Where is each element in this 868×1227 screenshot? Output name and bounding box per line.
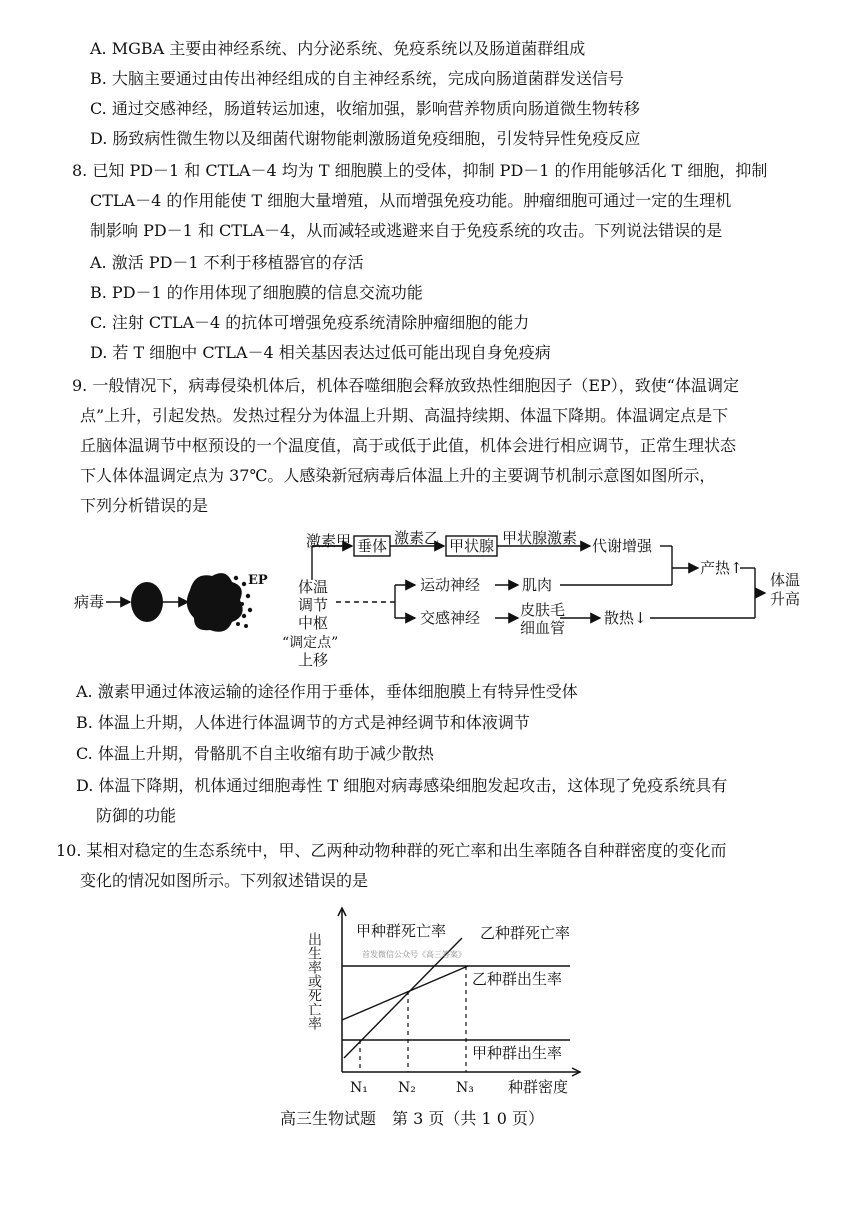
- center-label-3: 中枢: [298, 614, 329, 632]
- q9-option-c: C. 体温上升期，骨骼肌不自主收缩有助于减少散热: [76, 744, 434, 763]
- temp-rise-label-1: 体温: [770, 571, 801, 589]
- temp-rise-label-2: 升高: [770, 590, 801, 608]
- virus-label: 病毒: [74, 593, 105, 611]
- metabolism-label: 代谢增强: [592, 537, 653, 555]
- ep-label: EP: [248, 573, 268, 588]
- watermark: 首发微信公众号《高三答案》: [362, 950, 466, 959]
- page-footer: 高三生物试题 第 3 页（共 1 0 页）: [280, 1109, 544, 1128]
- thermoregulation-diagram: [0, 520, 868, 670]
- thyroid-label: 甲状腺: [449, 537, 495, 555]
- muscle-label: 肌肉: [522, 576, 553, 594]
- center-label-1: 体温: [298, 578, 329, 596]
- q8-option-a: A. 激活 PD－1 不利于移植器官的存活: [90, 253, 364, 272]
- q8-option-d: D. 若 T 细胞中 CTLA－4 相关基因表达过低可能出现自身免疫病: [90, 343, 551, 362]
- series-jia-birth-label: 甲种群出生率: [472, 1044, 563, 1062]
- x-label: 种群密度: [508, 1078, 569, 1096]
- q9-stem-2: 点”上升，引起发热。发热过程分为体温上升期、高温持续期、体温下降期。体温调定点是下: [80, 406, 729, 425]
- x-tick-n2: N₂: [398, 1080, 416, 1096]
- series-yi-death-line: [342, 966, 468, 1020]
- q8-option-b: B. PD－1 的作用体现了细胞膜的信息交流功能: [90, 283, 423, 302]
- thyroid-hormone-label: 甲状腺激素: [502, 529, 578, 547]
- heat-production-label: 产热↑: [700, 559, 743, 577]
- series-yi-death-label: 乙种群死亡率: [480, 924, 571, 942]
- q9-stem-5: 下列分析错误的是: [80, 496, 209, 515]
- q9-option-b: B. 体温上升期，人体进行体温调节的方式是神经调节和体液调节: [76, 713, 530, 732]
- q9-option-a: A. 激素甲通过体液运输的途径作用于垂体，垂体细胞膜上有特异性受体: [76, 682, 578, 701]
- series-jia-death-label: 甲种群死亡率: [356, 922, 447, 940]
- q10-stem-2: 变化的情况如图所示。下列叙述错误的是: [80, 871, 369, 890]
- capillary-label-2: 细血管: [520, 619, 566, 637]
- q9-option-d: D. 体温下降期，机体通过细胞毒性 T 细胞对病毒感染细胞发起攻击，这体现了免疫系统具有: [76, 776, 728, 795]
- q9-option-d-cont: 防御的功能: [96, 806, 177, 825]
- q8-option-c: C. 注射 CTLA－4 的抗体可增强免疫系统清除肿瘤细胞的能力: [90, 313, 530, 332]
- population-rate-chart: [300, 900, 600, 1100]
- y-label: 出生率或死亡率: [306, 932, 322, 1030]
- x-tick-n1: N₁: [350, 1080, 368, 1096]
- q8-stem-1: 8. 已知 PD－1 和 CTLA－4 均为 T 细胞膜上的受体，抑制 PD－1 的作用能够活化 T 细胞，抑制: [72, 161, 768, 180]
- q7-option-c: C. 通过交感神经，肠道转运加速，收缩加强，影响营养物质向肠道微生物转移: [90, 99, 640, 118]
- pituitary-label: 垂体: [357, 537, 388, 555]
- sympathetic-label: 交感神经: [420, 609, 481, 627]
- motor-nerve-label: 运动神经: [420, 576, 481, 594]
- setpoint-label-2: 上移: [298, 651, 329, 669]
- q7-option-d: D. 肠致病性微生物以及细菌代谢物能刺激肠道免疫细胞，引发特异性免疫反应: [90, 129, 641, 148]
- q7-option-a: A. MGBA 主要由神经系统、内分泌系统、免疫系统以及肠道菌群组成: [90, 39, 586, 58]
- setpoint-label-1: “调定点”: [282, 635, 339, 651]
- q8-stem-2: CTLA－4 的作用能使 T 细胞大量增殖，从而增强免疫功能。肿瘤细胞可通过一定的生理机: [90, 191, 732, 210]
- x-tick-n3: N₃: [456, 1080, 474, 1096]
- q9-stem-3: 丘脑体温调节中枢预设的一个温度值，高于或低于此值，机体会进行相应调节，正常生理状态: [80, 436, 737, 455]
- heat-loss-label: 散热↓: [604, 609, 647, 627]
- phagocyte-shape: [131, 582, 163, 622]
- activated-cell-shape: [187, 573, 243, 632]
- q8-stem-3: 制影响 PD－1 和 CTLA－4，从而减轻或逃避来自于免疫系统的攻击。下列说法错误的是: [90, 221, 723, 240]
- hormone-b-label: 激素乙: [394, 529, 440, 547]
- capillary-label-1: 皮肤毛: [520, 601, 566, 619]
- q7-option-b: B. 大脑主要通过由传出神经组成的自主神经系统，完成向肠道菌群发送信号: [90, 69, 624, 88]
- q10-stem-1: 10. 某相对稳定的生态系统中，甲、乙两种动物种群的死亡率和出生率随各自种群密度的变化而: [56, 841, 727, 860]
- q9-stem-4: 下人体体温调定点为 37℃。人感染新冠病毒后体温上升的主要调节机制示意图如图所示，: [80, 466, 716, 485]
- series-yi-birth-label: 乙种群出生率: [472, 970, 563, 988]
- q9-stem-1: 9. 一般情况下，病毒侵染机体后，机体吞噬细胞会释放致热性细胞因子（EP），致使“体温调定: [72, 376, 739, 395]
- hormone-a-label: 激素甲: [306, 532, 352, 550]
- center-label-2: 调节: [298, 596, 329, 614]
